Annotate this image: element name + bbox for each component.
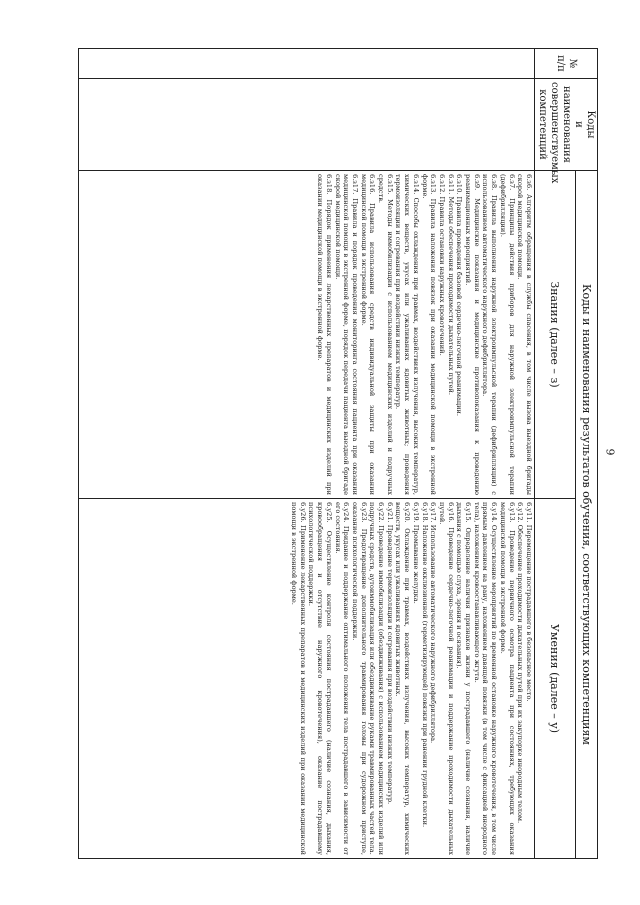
table-header-row — [575, 49, 597, 859]
knowledge-item: 6.з18. Порядок применения лекарственных препаратов и медицинских изделий при оказании медицинской помощи в экстренной форме. — [316, 174, 333, 495]
knowledge-item: 6.з10. Правила проведения базовой сердечно-легочной реанимации. — [455, 174, 464, 417]
knowledge-item: 6.з17. Правила и порядок проведения мониторинга состояния пациента при оказании медицинской помощи в экстренной форме, порядок передачи пациента выездной бригаде скорой медицинской помощи. — [333, 174, 359, 495]
column-header-knowledge: Знания (далее – з) — [535, 171, 576, 499]
skill-item: 6.у19. Промывание желудка. — [411, 502, 420, 604]
skill-item: 6.у20. Охлаждение при травмах, воздействиях излучения, высоких температур, химических веществ, укусах или ужаливаниях ядовитых животных. — [394, 502, 412, 855]
skill-item: 6.у13. Проведение первичного осмотра пациента при состояниях, требующих оказания медицинской помощи в экстренной форме. — [498, 502, 516, 855]
skill-item: 6.у24. Придание и поддержание оптимального положения тела пострадавшего в зависимости от его состояния. — [333, 502, 351, 855]
number-cell — [79, 49, 535, 79]
column-header-codes: Коды и наименования совершенствуемых компетенций — [535, 79, 598, 171]
codes-cell — [79, 79, 535, 171]
column-header-results: Коды и наименования результатов обучения, соответствующих компетенциям — [575, 171, 597, 859]
page-number: 9 — [603, 448, 617, 456]
knowledge-item: 6.з16. Правила использования средств индивидуальной защиты при оказании медицинской помощи в экстренной форме. — [359, 174, 377, 495]
knowledge-item: 6.з9. Медицинские показания и медицинские противопоказания к проведению реанимационных мероприятий. — [464, 174, 481, 495]
column-header-number: № п/п — [535, 49, 598, 79]
skill-item: 6.у17. Использование автоматического наружного дефибриллятора. — [429, 502, 438, 744]
knowledge-item: 6.з6. Алгоритм обращения в службы спасения, в том числе вызова выездной бригады скорой медицинской помощи. — [516, 174, 533, 495]
skill-item: 6.у23. Предотвращение дополнительного травмирования головы при судорожном приступе, оказание психологической поддержки. — [350, 502, 368, 855]
knowledge-item: 6.з12. Правила остановки наружных кровотечений. — [437, 174, 446, 356]
knowledge-item: 6.з13. Правила наложения повязок при оказании медицинской помощи в экстренной форме. — [420, 174, 438, 495]
knowledge-item: 6.з8. Правила выполнения наружной электроимпульсной терапии (дефибрилляции) с использованием автоматического наружного дефибриллятора. — [481, 174, 499, 495]
knowledge-item: 6.з15. Методы иммобилизации с использованием медицинских изделий и подручных средств. — [377, 174, 394, 495]
skill-item: 6.у11. Перемещение пострадавшего в безопасное место. — [525, 502, 533, 702]
skill-item: 6.у18. Наложение окклюзионной (герметизирующей) повязки при ранении грудной клетки. — [420, 502, 429, 828]
skill-item: 6.у16. Проведение сердечно-легочной реанимации и поддержание проходимости дыхательных путей. — [437, 502, 455, 855]
skill-item: 6.у14. Осуществление мероприятий по временной остановке наружного кровотечения, в том числе прямым давлением на рану, наложением давящей повязки (в том числе с фиксацией инородного тела), наложением кровоостанавливающего жгута. — [472, 502, 499, 855]
skill-item: 6.у21. Проведение термоизоляции и согревания при воздействии низких температур. — [385, 502, 394, 805]
skill-item: 6.у15. Определение наличия признаков жизни у пострадавшего (наличие сознания, наличие дыхания с помощью слуха, зрения и осязания). — [455, 502, 473, 855]
skill-item: 6.у26. Применение лекарственных препаратов и медицинских изделий при оказании медицинской помощи в экстренной форме. — [290, 502, 307, 855]
competency-table — [78, 48, 598, 859]
skill-item: 6.у25. Осуществление контроля состояния пострадавшего (наличие сознания, дыхания, кровообращения и отсутствие наружного кровотечения), оказание пострадавшему психологической поддержки. — [307, 502, 333, 855]
rotated-sheet — [78, 48, 598, 858]
table-row — [79, 49, 535, 859]
skill-item: 6.у22. Проведение иммобилизации (обездвиживания) с использованием медицинских изделий или подручных средств, аутоиммобилизация или обездвиживание руками травмированных частей тела. — [368, 502, 386, 855]
skills-cell — [79, 499, 535, 859]
knowledge-cell — [79, 171, 535, 499]
knowledge-item: 6.з11. Методы обеспечения проходимости дыхательных путей. — [446, 174, 455, 396]
knowledge-item: 6.з7. Принципы действия приборов для наружной электроимпульсной терапии (дефибрилляции). — [498, 174, 516, 495]
column-header-skills: Умения (далее – у) — [535, 499, 576, 859]
knowledge-item: 6.з14. Способы охлаждения при травмах, воздействиях излучения, высоких температур, химических веществ, укусах или ужаливаниях ядовитых животных; проведения термоизоляции и согревания при воздействии низких температур. — [394, 174, 420, 495]
skill-item: 6.у12. Обеспечение проходимости дыхательных путей при их закупорке инородным телом. — [516, 502, 525, 824]
